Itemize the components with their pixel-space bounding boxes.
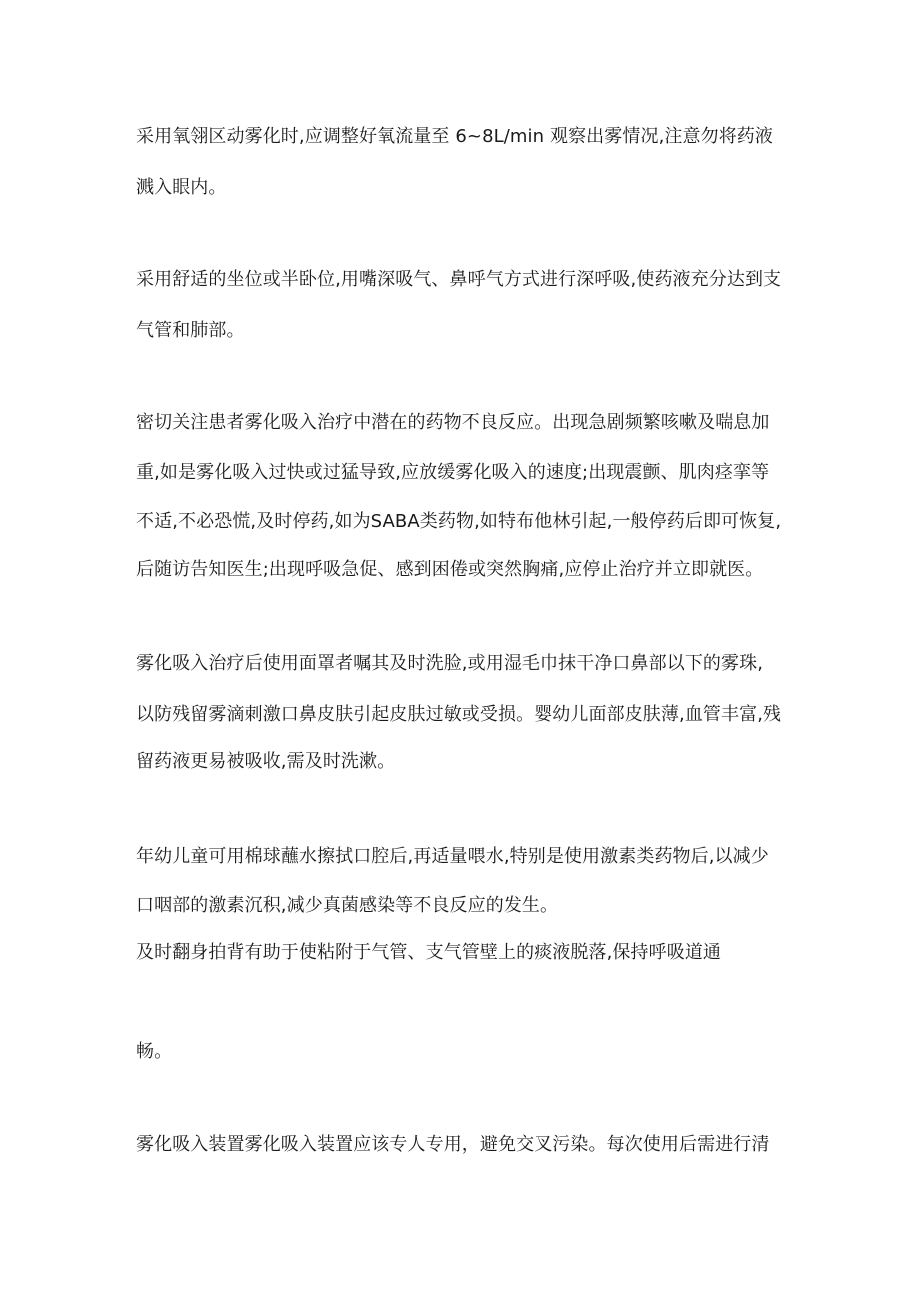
paragraph-3-line-4: 后随访告知医生;出现呼吸急促、感到困倦或突然胸痛,应停止治疗并立即就医。 bbox=[136, 559, 764, 580]
paragraph-2-line-1: 采用舒适的坐位或半卧位,用嘴深吸气、鼻呼气方式进行深呼吸,使药液充分达到支 bbox=[136, 269, 782, 290]
paragraph-1-line-2: 溅入眼内。 bbox=[136, 177, 227, 198]
paragraph-3-line-3: 不适,不必恐慌,及时停药,如为SABA类药物,如特布他林引起,一般停药后即可恢复, bbox=[136, 511, 782, 532]
paragraph-5-line-2: 口咽部的激素沉积,减少真菌感染等不良反应的发生。 bbox=[136, 895, 559, 916]
paragraph-4-line-2: 以防残留雾滴刺激口鼻皮肤引起皮肤过敏或受损。婴幼儿面部皮肤薄,血管丰富,残 bbox=[136, 704, 782, 725]
paragraph-2-line-2: 气管和肺部。 bbox=[136, 320, 245, 341]
paragraph-4-line-1: 雾化吸入治疗后使用面罩者嘱其及时洗脸,或用湿毛巾抹干净口鼻部以下的雾珠, bbox=[136, 653, 764, 674]
paragraph-6-line-1: 雾化吸入装置雾化吸入装置应该专人专用，避免交叉污染。每次使用后需进行清 bbox=[136, 1134, 770, 1155]
paragraph-5-line-1: 年幼儿童可用棉球蘸水擦拭口腔后,再适量喂水,特别是使用激素类药物后,以减少 bbox=[136, 846, 769, 867]
paragraph-4-line-3: 留药液更易被吸收,需及时洗漱。 bbox=[136, 751, 396, 772]
paragraph-3-line-2: 重,如是雾化吸入过快或过猛导致,应放缓雾化吸入的速度;出现震颤、肌肉痉挛等 bbox=[136, 462, 770, 483]
paragraph-1-line-1: 采用氧翎区动雾化时,应调整好氧流量至 6~8L/min 观察出雾情况,注意勿将药液 bbox=[136, 126, 774, 147]
paragraph-3-line-1: 密切关注患者雾化吸入治疗中潜在的药物不良反应。出现急剧频繁咳嗽及喘息加 bbox=[136, 412, 770, 433]
paragraph-5-line-4: 畅。 bbox=[136, 1041, 173, 1062]
paragraph-5-line-3: 及时翻身拍背有助于使粘附于气管、支气管壁上的痰液脱落,保持呼吸道通 bbox=[136, 942, 722, 963]
